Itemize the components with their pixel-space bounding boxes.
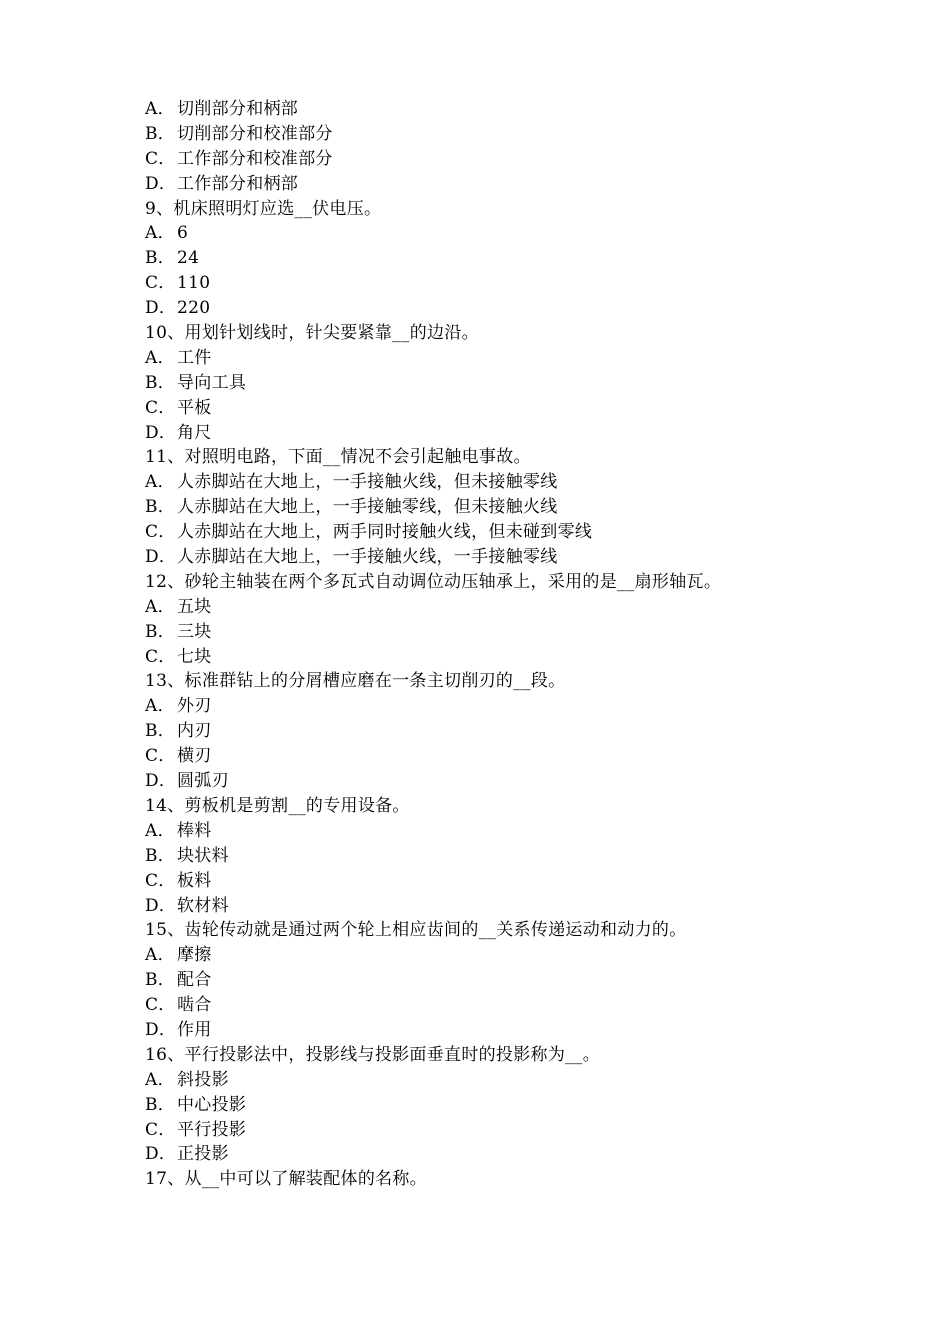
option-text: 工作部分和校准部分: [177, 148, 333, 169]
answer-option: [145, 993, 845, 1018]
option-letter: C．: [145, 746, 176, 767]
option-letter: C．: [145, 870, 176, 891]
option-letter: B．: [145, 970, 176, 991]
option-letter: B．: [145, 1094, 176, 1115]
answer-option: [145, 1068, 845, 1093]
option-text: 导向工具: [177, 372, 247, 393]
answer-option: [145, 221, 845, 246]
option-letter: A．: [145, 99, 175, 119]
option-letter: A．: [145, 596, 175, 617]
option-letter: B．: [145, 721, 176, 742]
answer-option: [145, 495, 845, 520]
option-letter: C．: [145, 646, 176, 667]
option-text: 摩擦: [177, 945, 212, 966]
option-letter: C．: [145, 273, 176, 294]
option-text: 作用: [177, 1019, 212, 1040]
option-text: 人赤脚站在大地上，两手同时接触火线，但未碰到零线: [177, 522, 593, 543]
answer-option: [145, 246, 845, 271]
option-letter: C．: [145, 522, 176, 543]
option-text: 横刃: [177, 746, 212, 767]
answer-option: [145, 943, 845, 968]
question-stem: 16、平行投影法中，投影线与投影面垂直时的投影称为__。: [145, 1044, 601, 1065]
answer-option: [145, 744, 845, 769]
question-stem: 9、机床照明灯应选__伏电压。: [145, 198, 382, 219]
option-letter: D．: [145, 1019, 177, 1040]
answer-option: [145, 869, 845, 894]
option-text: 切削部分和柄部: [177, 99, 299, 119]
answer-option: [145, 844, 845, 869]
answer-option: [145, 894, 845, 919]
option-text: 棒料: [177, 820, 212, 841]
option-text: 110: [177, 273, 211, 294]
option-letter: D．: [145, 895, 177, 916]
option-text: 24: [177, 248, 200, 269]
option-text: 斜投影: [177, 1069, 229, 1090]
option-text: 配合: [177, 970, 212, 991]
option-letter: D．: [145, 1144, 177, 1165]
question-stem: 17、从__中可以了解装配体的名称。: [145, 1169, 428, 1190]
option-letter: C．: [145, 148, 176, 169]
answer-option: [145, 968, 845, 993]
option-text: 中心投影: [177, 1094, 247, 1115]
option-letter: D．: [145, 771, 177, 792]
answer-option: [145, 346, 845, 371]
option-letter: D．: [145, 547, 177, 568]
answer-option: [145, 97, 845, 122]
option-text: 圆弧刃: [177, 771, 229, 792]
option-letter: A．: [145, 472, 175, 493]
option-text: 板料: [177, 870, 212, 891]
option-text: 人赤脚站在大地上，一手接触零线，但未接触火线: [177, 497, 558, 518]
answer-option: [145, 545, 845, 570]
answer-option: [145, 819, 845, 844]
option-text: 正投影: [177, 1144, 229, 1165]
option-text: 工件: [177, 347, 212, 368]
option-letter: D．: [145, 422, 177, 443]
answer-option: [145, 1018, 845, 1043]
option-letter: A．: [145, 347, 175, 368]
option-letter: A．: [145, 820, 175, 841]
answer-option: [145, 296, 845, 321]
option-text: 块状料: [177, 845, 229, 866]
option-text: 角尺: [177, 422, 212, 443]
question-stem: 11、对照明电路，下面__情况不会引起触电事故。: [145, 447, 531, 468]
answer-option: [145, 371, 845, 396]
question-stem: 14、剪板机是剪割__的专用设备。: [145, 795, 410, 816]
option-letter: C．: [145, 397, 176, 418]
option-letter: B．: [145, 123, 176, 144]
answer-option: [145, 1118, 845, 1143]
answer-option: [145, 694, 845, 719]
option-letter: D．: [145, 173, 177, 194]
option-letter: D．: [145, 298, 177, 319]
option-letter: B．: [145, 497, 176, 518]
option-text: 七块: [177, 646, 212, 667]
option-text: 切削部分和校准部分: [177, 123, 333, 144]
option-text: 平板: [177, 397, 212, 418]
option-letter: B．: [145, 621, 176, 642]
option-text: 220: [177, 298, 211, 319]
option-text: 6: [177, 223, 189, 244]
answer-option: [145, 1142, 845, 1167]
option-letter: C．: [145, 995, 176, 1016]
answer-option: [145, 719, 845, 744]
option-text: 平行投影: [177, 1119, 247, 1140]
option-letter: B．: [145, 845, 176, 866]
option-letter: A．: [145, 696, 175, 717]
answer-option: [145, 147, 845, 172]
option-text: 五块: [177, 596, 212, 617]
answer-option: [145, 595, 845, 620]
option-text: 人赤脚站在大地上，一手接触火线，一手接触零线: [177, 547, 558, 568]
option-letter: A．: [145, 1069, 175, 1090]
answer-option: [145, 470, 845, 495]
option-text: 人赤脚站在大地上，一手接触火线，但未接触零线: [177, 472, 558, 493]
option-letter: B．: [145, 372, 176, 393]
option-letter: B．: [145, 248, 176, 269]
answer-option: [145, 520, 845, 545]
option-text: 三块: [177, 621, 212, 642]
option-letter: C．: [145, 1119, 176, 1140]
option-text: 内刃: [177, 721, 212, 742]
option-text: 外刃: [177, 696, 212, 717]
option-letter: A．: [145, 945, 175, 966]
answer-option: [145, 396, 845, 421]
question-stem: 12、砂轮主轴装在两个多瓦式自动调位动压轴承上，采用的是__扇形轴瓦。: [145, 571, 722, 592]
answer-option: [145, 620, 845, 645]
option-letter: A．: [145, 223, 175, 244]
question-stem: 13、标准群钻上的分屑槽应磨在一条主切削刃的__段。: [145, 671, 566, 692]
question-stem: 15、齿轮传动就是通过两个轮上相应齿间的__关系传递运动和动力的。: [145, 920, 687, 941]
answer-option: [145, 645, 845, 670]
question-stem: 10、用划针划线时，针尖要紧靠__的边沿。: [145, 323, 479, 344]
option-text: 软材料: [177, 895, 229, 916]
answer-option: [145, 122, 845, 147]
answer-option: [145, 421, 845, 446]
answer-option: [145, 172, 845, 197]
option-text: 工作部分和柄部: [177, 173, 299, 194]
answer-option: [145, 769, 845, 794]
option-text: 啮合: [177, 995, 212, 1016]
answer-option: [145, 1093, 845, 1118]
answer-option: [145, 271, 845, 296]
exam-question-list: [145, 97, 845, 1192]
